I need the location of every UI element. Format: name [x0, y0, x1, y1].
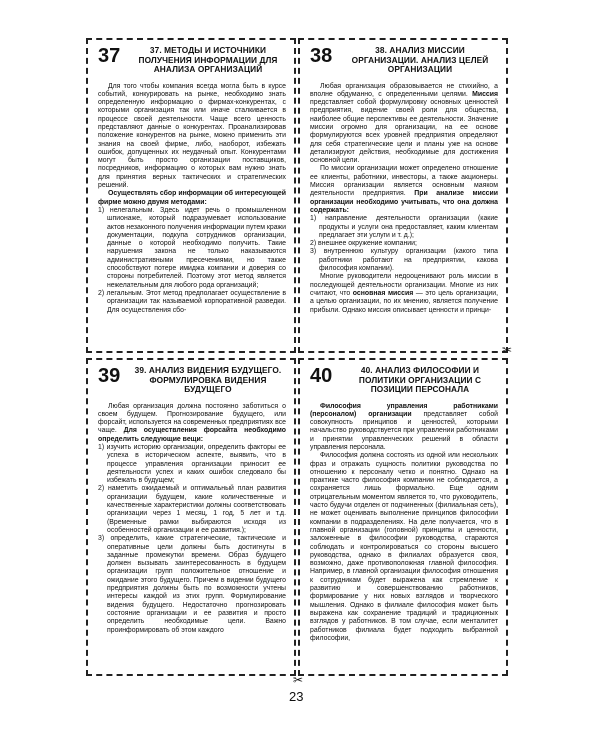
card-body: [98, 403, 286, 635]
scissors-icon: ✂: [502, 343, 513, 357]
card-number: 38: [310, 45, 333, 67]
paragraph: [310, 165, 498, 215]
card-title: 40. АНАЛИЗ ФИЛОСОФИИ И ПОЛИТИКИ ОРГАНИЗАЦИИ С ПОЗИЦИИ ПЕРСОНАЛА: [358, 365, 482, 394]
bold-text: основная миссия: [352, 289, 414, 297]
list-item: 1) направление деятельности организации (какие продукты и услуги она предоставляет, каким клиентам предлагает эти услуги и т. д.);: [310, 215, 498, 239]
card-37: [86, 38, 296, 353]
card-title: 38. АНАЛИЗ МИССИИ ОРГАНИЗАЦИИ. АНАЛИЗ ЦЕЛЕЙ ОРГАНИЗАЦИИ: [351, 45, 489, 74]
text: — это цель организации, а целью организации, по их мнению, является получение прибыли. Однако миссия описывает ценности и принци-: [310, 289, 499, 314]
bold-text: Миссия: [472, 90, 498, 98]
paragraph: [98, 403, 286, 444]
card-38: [298, 38, 508, 353]
list-item: 1) нелегальным. Здесь идет речь о промышленном шпионаже, который подразумевает использование актов незаконного получения информации путем кражи документации, подкупа сотрудников организации, данные о которой необходимо получить. Такие нарушения закона не только наказываются административными пресечениями, но также способствуют потере имиджа компании и доверия со стороны потребителей. Поэтому этот метод является нежелательным для любого рода организаций;: [98, 206, 286, 289]
text: представляет собой формулировку основных ценностей предприятия, видение своей роли для общества, наиболее общие перспективы ее деятельности. Значение миссии огромно для организации, на ее основе формулируются всех уровней предприятия определяют для себя стратегические цели и планы уже на основе детализируют действия, необходимые для достижения основной цели.: [310, 99, 498, 165]
card-body: [98, 83, 286, 315]
list-item: 3) внутреннюю культуру организации (какого типа работники работают на предприятии, какова философия компании).: [310, 248, 498, 273]
page-number: 23: [289, 689, 304, 704]
paragraph: [310, 403, 498, 453]
list-item: 3) определить, какие стратегические, тактические и оперативные цели должны быть достигнуты в заданные промежутки времени. Образ будущего должен вызывать заинтересованность в будущем организации групп положительное отношение и ожидание этого будущего. Причем в видении будущего предприятия должны быть по возможности учтены интересы каждой из этих групп. Формулирование видения будущего. Недостаточно прогнозировать состояние организации и ее развития и просто определить необходимые цели. Важно проинформировать об этом каждого: [98, 535, 286, 634]
text: Любая организация должна постоянно заботиться о своем будущем. Прогнозирование будущего, или форсайт, используется на современных предприятиях все чаще.: [98, 402, 286, 435]
card-body: [310, 83, 498, 315]
paragraph: Для того чтобы компания всегда могла быть в курсе событий, конкурировать на рынке, необходимо знать определенную информацию о фирмах-конкурентах, с которыми организация так или иначе сталкивается в процессе своей деятельности. Чаще всего ценность представляют данные о конкурентах. Проанализировав положение конкурентов на рынке, можно применить эти знания на своей фирме, либо, наоборот, избежать ошибок, допущенных их неудачный опыт. Конкурентами могут быть просто организации поставщиков, посредников, информацию о которых вам нужно знать для принятия верных тактических и стратегических решений.: [98, 82, 286, 190]
bold-text: Для осуществления форсайта необходимо определить следующие вещи:: [98, 427, 287, 443]
text: По миссии организации может определено отношение ее клиенты, работники, инвесторы, а также акционеры. Миссия организации является основным маяком деятельности предприятия.: [310, 165, 498, 198]
card-body: [310, 403, 498, 644]
card-number: 39: [98, 365, 121, 387]
paragraph: [310, 83, 498, 166]
list-item: 2) наметить ожидаемый и оптимальный план развития организации будущем, какие количественные и качественные характеристики должны соответствовать организации через 1 месяц, 1 год, 5 лет и т.д. (Временные рамки выбираются исходя из особенностей организации и ее развития.);: [98, 485, 286, 534]
card-header: [310, 366, 498, 395]
text: представляет собой совокупность принципов и ценностей, которыми начальство руководствуется при управлении работниками и принятии управленческих решений в области управления персонала.: [310, 410, 498, 451]
card-header: [98, 46, 286, 75]
card-40: [298, 358, 508, 676]
scissors-icon: ✂: [293, 673, 304, 687]
paragraph-bold: [98, 190, 286, 207]
bold-text: Осуществлять сбор информации об интересующей фирме можно двумя методами:: [98, 190, 286, 206]
paragraph: [310, 273, 498, 314]
text: Любая организация образовывается не стихийно, а вполне обдуманно, с определенными целями.: [310, 82, 498, 98]
list-item: 2) легальным. Этот метод предполагает осуществление в организации так называемой корпоративной разведки. Для осуществления сбо-: [98, 289, 286, 314]
list-item: 2) внешнее окружение компании;: [310, 240, 417, 248]
bold-text: При анализе миссии организации необходимо учитывать, что она должна содержать:: [310, 190, 498, 214]
card-header: [310, 46, 498, 75]
list: [98, 207, 286, 315]
list: [98, 444, 286, 635]
text: Многие руководители недооценивают роль миссии в последующей деятельности организации. Многие из них считают, что: [310, 273, 498, 297]
card-title: 39. АНАЛИЗ ВИДЕНИЯ БУДУЩЕГО. ФОРМУЛИРОВКА ВИДЕНИЯ БУДУЩЕГО: [134, 365, 282, 394]
card-title: 37. МЕТОДЫ И ИСТОЧНИКИ ПОЛУЧЕНИЯ ИНФОРМАЦИИ ДЛЯ АНАЛИЗА ОРГАНИЗАЦИЙ: [138, 45, 278, 74]
list-item: 1) изучить историю организации, определить факторы ее успеха в историческом аспекте, выявить, что в процессе управления организации приносит ее деятельности успех и каких ошибок следовало бы избежать в будущем;: [98, 443, 286, 485]
paragraph: Философия должна состоять из одной или нескольких фраз и отражать сущность политики руководства по отношению к персоналу четко и понятно. Однако на практике часто философия компании не соблюдается, а сохраняется лишь формально. Еще одним отрицательным моментом является то, что руководитель, часто будучи отделен от подчиненных (филиальная сеть), не может оценивать выполнение принципов философии компании в подразделениях. На деле получается, что в главной организации (головной) принципы и ценности, заложенные в философии руководства, стараются соблюдать и контролироваться со стороны высшего руководства, однако в филиалах образуется своя, возможно, даже противоположная главной философия. Например, в главной организации философия отношения к сотрудникам будет выражена как стремление к развитию и совершенствованию работников, формирование у них новых взглядов и творческого мышления. Однако в филиале философия может быть выражена как сохранение традиций и традиционных взглядов у работников. В том случае, если менталитет работников филиала будет подходить выбранной философии,: [310, 452, 498, 642]
bold-text: Философия управления работниками (персоналом) организации: [310, 402, 498, 418]
list: [310, 215, 498, 273]
card-39: [86, 358, 296, 676]
card-number: 37: [98, 45, 121, 67]
card-number: 40: [310, 365, 333, 387]
card-header: [98, 366, 286, 395]
